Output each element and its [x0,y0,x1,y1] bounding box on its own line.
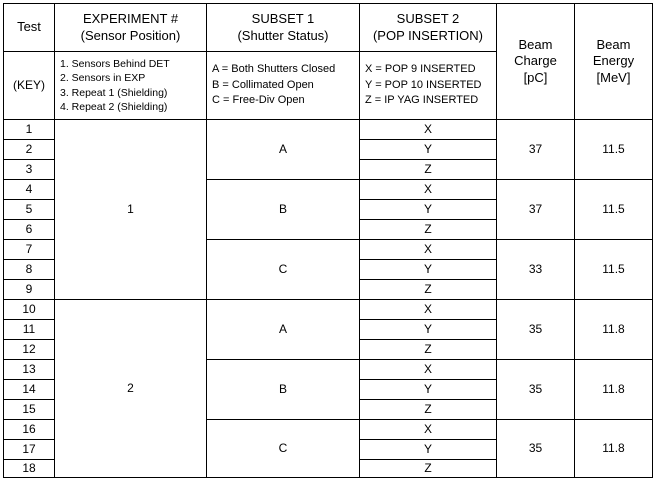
charge-cell [496,239,575,300]
test-number: 13 [22,362,36,376]
charge-cell [496,299,575,360]
key-subset2-item: Z = IP YAG INSERTED [365,94,479,107]
test-number: 3 [25,162,33,176]
subset2-cell [359,259,497,280]
test-cell [3,219,55,240]
test-cell [3,459,55,478]
subset1-value: C [278,441,288,455]
key-subset2-item: Y = POP 10 INSERTED [365,78,482,91]
subset2-value: Z [424,222,432,236]
subset1-cell [206,299,360,360]
key-label [3,51,55,120]
key-subset1-item: B = Collimated Open [212,78,314,91]
subset2-cell [359,339,497,360]
energy-value: 11.5 [602,142,625,156]
header-beam-energy [574,3,653,120]
subset2-value: X [423,362,432,376]
subset2-value: Y [423,382,432,396]
key-experiment [54,51,207,120]
test-number: 4 [25,182,33,196]
test-cell [3,179,55,200]
experiment-cell [54,119,207,300]
test-cell [3,259,55,280]
charge-cell [496,359,575,420]
subset1-value: C [278,262,288,276]
subset2-cell [359,279,497,300]
test-cell [3,239,55,260]
energy-value: 11.5 [602,262,625,276]
subset1-cell [206,179,360,240]
test-cell [3,299,55,320]
test-cell [3,279,55,300]
subset2-cell [359,139,497,160]
subset2-value: X [423,422,432,436]
header-subset2-title: SUBSET 2 [396,11,460,27]
test-cell [3,119,55,140]
header-beam-charge [496,3,575,120]
test-number: 7 [25,242,33,256]
header-subset1-sub: (Shutter Status) [237,27,329,43]
subset2-cell [359,239,497,260]
energy-cell [574,119,653,180]
charge-cell [496,119,575,180]
charge-value: 35 [528,441,543,455]
header-energy-line3: [MeV] [596,69,631,85]
energy-value: 11.5 [602,202,625,216]
key-subset1-item: A = Both Shutters Closed [212,62,336,75]
experiment-number: 1 [127,202,134,216]
subset2-value: X [423,122,432,136]
test-number: 1 [25,122,33,136]
subset1-value: B [278,382,287,396]
test-cell [3,159,55,180]
subset1-cell [206,419,360,478]
test-number: 9 [25,282,33,296]
energy-cell [574,239,653,300]
subset2-value: Y [423,202,432,216]
header-experiment-sub: (Sensor Position) [80,27,181,43]
subset2-cell [359,179,497,200]
test-number: 12 [22,342,36,356]
subset2-value: Z [424,461,432,475]
subset2-cell [359,399,497,420]
header-experiment [54,3,207,52]
energy-value: 11.8 [602,441,625,455]
subset2-cell [359,199,497,220]
subset2-value: Z [424,162,432,176]
subset1-value: B [278,202,287,216]
test-cell [3,319,55,340]
charge-cell [496,179,575,240]
subset2-value: Y [423,442,432,456]
subset2-cell [359,219,497,240]
energy-cell [574,359,653,420]
subset2-value: Y [423,262,432,276]
test-number: 10 [22,302,36,316]
subset1-value: A [278,142,287,156]
charge-cell [496,419,575,478]
header-test-label: Test [17,19,41,35]
subset1-cell [206,119,360,180]
charge-value: 35 [528,382,543,396]
header-test [3,3,55,52]
test-number: 18 [22,461,36,475]
subset2-value: Y [423,322,432,336]
key-subset1 [206,51,360,120]
header-experiment-title: EXPERIMENT # [82,11,179,27]
subset2-value: X [423,182,432,196]
test-number: 16 [22,422,36,436]
key-subset1-item: C = Free-Div Open [212,94,305,107]
energy-value: 11.8 [602,382,625,396]
subset2-cell [359,159,497,180]
test-cell [3,399,55,420]
energy-cell [574,419,653,478]
header-subset2 [359,3,497,52]
test-cell [3,359,55,380]
key-subset2 [359,51,497,120]
charge-value: 35 [528,322,543,336]
test-cell [3,379,55,400]
header-subset2-sub: (POP INSERTION) [372,27,484,43]
test-number: 5 [25,202,33,216]
key-label-text: (KEY) [12,78,45,92]
test-cell [3,199,55,220]
subset2-cell [359,419,497,440]
energy-value: 11.8 [602,322,625,336]
test-cell [3,419,55,440]
header-charge-line2: Charge [514,53,557,69]
subset2-cell [359,459,497,478]
key-experiment-item: 4. Repeat 2 (Shielding) [60,100,168,113]
test-number: 14 [22,382,36,396]
test-cell [3,139,55,160]
key-experiment-item: 1. Sensors Behind DET [60,58,170,71]
experiment-cell [54,299,207,478]
test-number: 6 [25,222,33,236]
subset2-value: Z [424,402,432,416]
test-cell [3,339,55,360]
subset1-cell [206,239,360,300]
energy-cell [574,299,653,360]
energy-cell [574,179,653,240]
subset2-value: Z [424,342,432,356]
subset2-cell [359,299,497,320]
charge-value: 33 [528,262,543,276]
subset1-cell [206,359,360,420]
test-number: 8 [25,262,33,276]
key-experiment-item: 3. Repeat 1 (Shielding) [60,86,168,99]
test-cell [3,439,55,460]
subset2-cell [359,359,497,380]
header-charge-line1: Beam [518,37,553,53]
key-experiment-item: 2. Sensors in EXP [60,72,146,85]
header-charge-line3: [pC] [523,69,548,85]
subset2-value: X [423,242,432,256]
test-number: 2 [25,142,33,156]
key-subset2-item: X = POP 9 INSERTED [365,62,476,75]
charge-value: 37 [528,142,543,156]
subset1-value: A [278,322,287,336]
test-number: 11 [22,322,36,336]
subset2-cell [359,319,497,340]
subset2-value: Y [423,142,432,156]
header-energy-line2: Energy [592,53,635,69]
charge-value: 37 [528,202,543,216]
test-number: 17 [22,442,36,456]
header-energy-line1: Beam [596,37,631,53]
subset2-cell [359,439,497,460]
subset2-cell [359,379,497,400]
experiment-matrix-table [3,3,653,478]
header-subset1-title: SUBSET 1 [251,11,315,27]
experiment-number: 2 [127,381,134,395]
subset2-value: Z [424,282,432,296]
subset2-value: X [423,302,432,316]
subset2-cell [359,119,497,140]
header-subset1 [206,3,360,52]
test-number: 15 [22,402,36,416]
